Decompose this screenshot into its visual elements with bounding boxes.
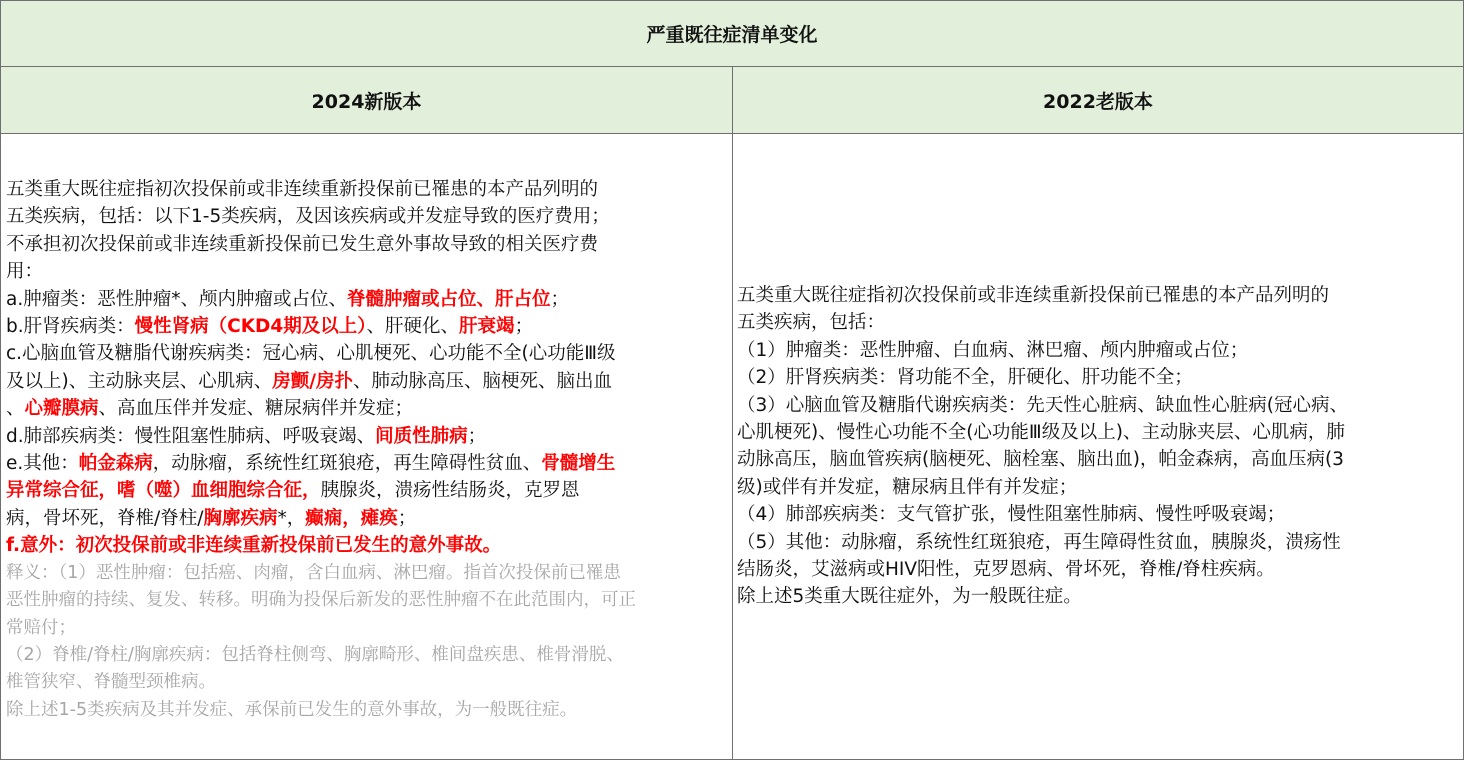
old-line: 结肠炎，艾滋病或HIV阳性，克罗恩病、骨坏死，脊椎/脊柱疾病。 [737, 559, 1275, 581]
text: ； [397, 507, 417, 529]
text: d.肺部疾病类：慢性阻塞性肺病、呼吸衰竭、 [6, 425, 376, 447]
category-e-cont [6, 505, 728, 532]
text: 、高血压伴并发症、糖尿病伴并发症； [98, 398, 414, 420]
text: 、肺动脉高压、脑梗死、脑出血 [353, 370, 613, 392]
column-divider [732, 134, 733, 760]
intro-line: 五类重大既往症指初次投保前或非连续重新投保前已罹患的本产品列明的 [6, 179, 599, 200]
old-line: （1）肿瘤类：恶性肿瘤、白血病、淋巴瘤、颅内肿瘤或占位； [737, 339, 1249, 361]
text: ； [550, 288, 570, 310]
highlight: 间质性肺病 [375, 425, 468, 447]
text: 胰腺炎，溃疡性结肠炎，克罗恩 [320, 480, 580, 502]
category-c-cont [6, 395, 728, 422]
old-line: 动脉高压，脑血管疾病(脑梗死、脑栓塞、脑出血)，帕金森病，高血压病(3 [737, 449, 1344, 471]
intro-line: 五类疾病，包括：以下1-5类疾病，及因该疾病或并发症导致的医疗费用； [6, 206, 610, 228]
highlight: 癫痫，瘫痪 [305, 507, 398, 529]
highlight: 心瓣膜病 [24, 398, 99, 420]
text: b.肝肾疾病类： [6, 316, 135, 338]
header-old-version: 2022老版本 [1043, 90, 1153, 113]
highlight: 帕金森病 [78, 453, 153, 475]
note-line: 除上述1-5类疾病及其并发症、承保前已发生的意外事故，为一般既往症。 [6, 699, 578, 720]
category-c-cont [6, 368, 728, 395]
highlight: 骨髓增生 [541, 453, 616, 475]
text: e.其他： [6, 453, 79, 475]
note-line: 释义：（1）恶性肿瘤：包括癌、肉瘤，含白血病、淋巴瘤。指首次投保前已罹患 [6, 562, 621, 583]
note-line: （2）脊椎/脊柱/胸廓疾病：包括脊柱侧弯、胸廓畸形、椎间盘疾患、椎骨滑脱、 [6, 644, 624, 665]
note-line: 常赔付； [6, 617, 76, 638]
text: ； [514, 316, 534, 338]
highlight: 房颤/房扑 [272, 370, 353, 392]
old-line: 除上述5类重大既往症外，为一般既往症。 [737, 586, 1082, 608]
text: ； [467, 425, 487, 447]
old-line: （2）肝肾疾病类：肾功能不全，肝硬化、肝功能不全； [737, 367, 1193, 389]
new-version-content [6, 176, 728, 724]
text: 及以上)、主动脉夹层、心肌病、 [6, 370, 273, 392]
old-line: （5）其他：动脉瘤，系统性红斑狼疮，再生障碍性贫血，胰腺炎，溃疡性 [737, 531, 1341, 553]
text: 、 [6, 398, 25, 420]
highlight: 胸廓疾病 [203, 507, 278, 529]
highlight: 慢性肾病（CKD4期及以上） [134, 316, 367, 338]
old-line: （3）心脑血管及糖脂代谢疾病类：先天性心脏病、缺血性心脏病(冠心病、 [737, 394, 1348, 416]
category-b [6, 313, 728, 340]
header-new-version: 2024新版本 [1, 67, 733, 133]
category-d [6, 423, 728, 450]
text: 、肝硬化、 [366, 316, 460, 338]
category-e-cont [6, 477, 728, 504]
old-line: 五类疾病，包括： [737, 312, 886, 334]
category-f: f.意外：初次投保前或非连续重新投保前已发生的意外事故。 [6, 535, 502, 557]
highlight: 脊髓肿瘤或占位、肝占位 [346, 288, 551, 310]
category-a [6, 286, 728, 313]
intro-line: 用： [6, 261, 44, 283]
old-line: 五类重大既往症指初次投保前或非连续重新投保前已罹患的本产品列明的 [737, 285, 1330, 306]
highlight: 肝衰竭 [459, 316, 515, 338]
header-row [1, 67, 1463, 134]
old-line: 级)或伴有并发症，糖尿病且伴有并发症； [737, 476, 1078, 498]
category-e [6, 450, 728, 477]
note-line: 椎管狭窄、脊髓型颈椎病。 [6, 672, 216, 693]
text: *， [277, 507, 306, 529]
highlight: 异常综合征，嗜（噬）血细胞综合征， [6, 480, 321, 502]
text: 病，骨坏死，脊椎/脊柱/ [6, 507, 204, 529]
old-line: 心肌梗死)、慢性心功能不全(心功能Ⅲ级及以上)、主动脉夹层、心肌病，肺 [737, 422, 1345, 444]
intro-line: 不承担初次投保前或非连续重新投保前已发生意外事故导致的相关医疗费 [6, 233, 599, 255]
text: a.肿瘤类：恶性肿瘤*、颅内肿瘤或占位、 [6, 288, 347, 310]
text: ，动脉瘤，系统性红斑狼疮，再生障碍性贫血、 [152, 453, 542, 475]
old-line: （4）肺部疾病类：支气管扩张，慢性阻塞性肺病、慢性呼吸衰竭； [737, 504, 1286, 526]
table-title: 严重既往症清单变化 [1, 1, 1463, 67]
category-c: c.心脑血管及糖脂代谢疾病类：冠心病、心肌梗死、心功能不全(心功能Ⅲ级 [6, 343, 616, 365]
old-version-content [737, 282, 1459, 611]
note-line: 恶性肿瘤的持续、复发、转移。明确为投保后新发的恶性肿瘤不在此范围内，可正 [6, 590, 636, 611]
